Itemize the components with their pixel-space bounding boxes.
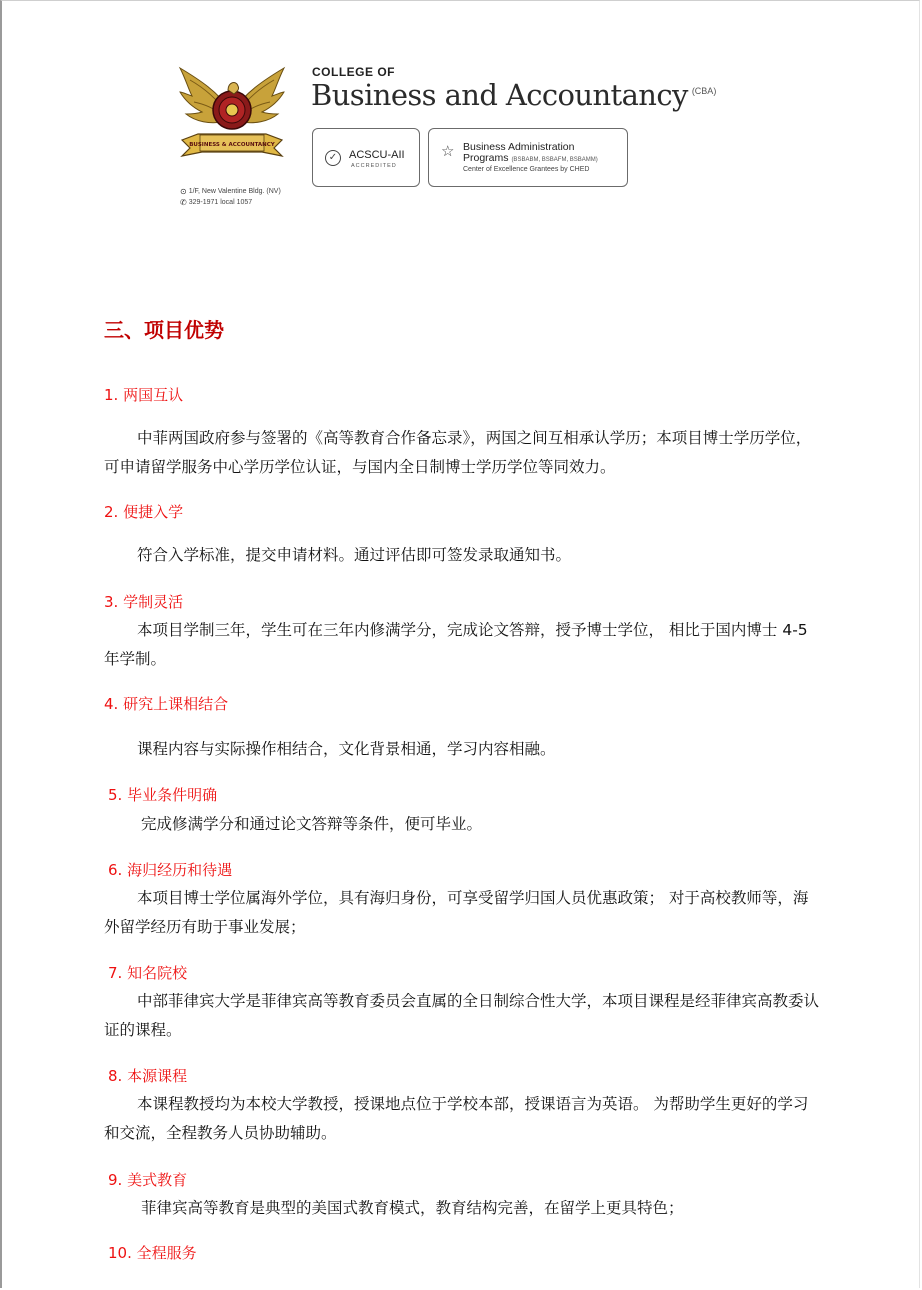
badge-title: ACSCU-AII (349, 149, 405, 161)
college-of-label: COLLEGE OF (312, 65, 395, 79)
badge-line-3: Center of Excellence Grantees by CHED (463, 166, 590, 173)
item-paragraph: 中菲两国政府参与签署的《高等教育合作备忘录》，两国之间互相承认学历；本项目博士学历学位，可申请留学服务中心学历学位认证，与国内全日制博士学历学位等同效力。 (104, 429, 812, 476)
phone-icon: ✆ (180, 198, 187, 207)
item-heading: 10. 全程服务 (108, 1244, 197, 1262)
item-paragraph: 中部菲律宾大学是菲律宾高等教育委员会直属的全日制综合性大学，本项目课程是经菲律宾高教委认证的课程。 (104, 992, 820, 1039)
excellence-badge (428, 128, 628, 187)
item-heading: 3. 学制灵活 (104, 593, 184, 611)
item-paragraph: 课程内容与实际操作相结合，文化背景相通，学习内容相融。 (137, 740, 556, 758)
star-icon: ☆ (441, 142, 455, 160)
college-header (178, 62, 778, 222)
college-crest-logo (178, 62, 286, 166)
check-circle-icon: ✓ (325, 150, 341, 166)
address-block (180, 186, 281, 208)
accreditation-badge (312, 128, 420, 187)
item-heading: 6. 海归经历和待遇 (108, 861, 233, 879)
item-paragraph: 完成修满学分和通过论文答辩等条件，便可毕业。 (141, 815, 483, 833)
badge-line-2 (463, 153, 598, 166)
item-heading: 8. 本源课程 (108, 1067, 188, 1085)
item-paragraph: 本课程教授均为本校大学教授，授课地点位于学校本部，授课语言为英语。 为帮助学生更好的学习和交流，全程教务人员协助辅助。 (104, 1095, 809, 1142)
item-heading: 7. 知名院校 (108, 964, 188, 982)
item-heading: 9. 美式教育 (108, 1171, 188, 1189)
item-heading: 5. 毕业条件明确 (108, 786, 218, 804)
item-heading: 4. 研究上课相结合 (104, 695, 229, 713)
item-paragraph: 本项目学制三年，学生可在三年内修满学分，完成论文答辩，授予博士学位， 相比于国内博士 4-5 年学制。 (104, 621, 808, 668)
item-heading: 1. 两国互认 (104, 386, 184, 404)
college-abbr: (CBA) (691, 86, 717, 96)
item-heading: 2. 便捷入学 (104, 503, 184, 521)
badge-subtitle: ACCREDITED (351, 163, 397, 169)
location-pin-icon: ⊙ (180, 187, 187, 196)
svg-text:BUSINESS & ACCOUNTANCY: BUSINESS & ACCOUNTANCY (189, 142, 275, 148)
address-line: 1/F, New Valentine Bldg. (NV) (188, 188, 281, 195)
college-name (311, 78, 716, 112)
phone-line: 329-1971 local 1057 (188, 199, 253, 206)
badge-line-2-small: (BSBABM, BSBAFM, BSBAMM) (511, 157, 598, 163)
item-paragraph: 符合入学标准，提交申请材料。通过评估即可签发录取通知书。 (137, 546, 572, 564)
badge-line-1: Business Administration (463, 141, 575, 153)
badge-line-2-text: Programs (463, 152, 509, 164)
item-paragraph: 本项目博士学位属海外学位，具有海归身份，可享受留学归国人员优惠政策； 对于高校教师等，海外留学经历有助于事业发展； (104, 889, 809, 936)
item-paragraph: 菲律宾高等教育是典型的美国式教育模式，教育结构完善，在留学上更具特色； (141, 1199, 684, 1217)
section-title: 三、项目优势 (104, 318, 224, 342)
college-name-text: Business and Accountancy (311, 78, 688, 112)
